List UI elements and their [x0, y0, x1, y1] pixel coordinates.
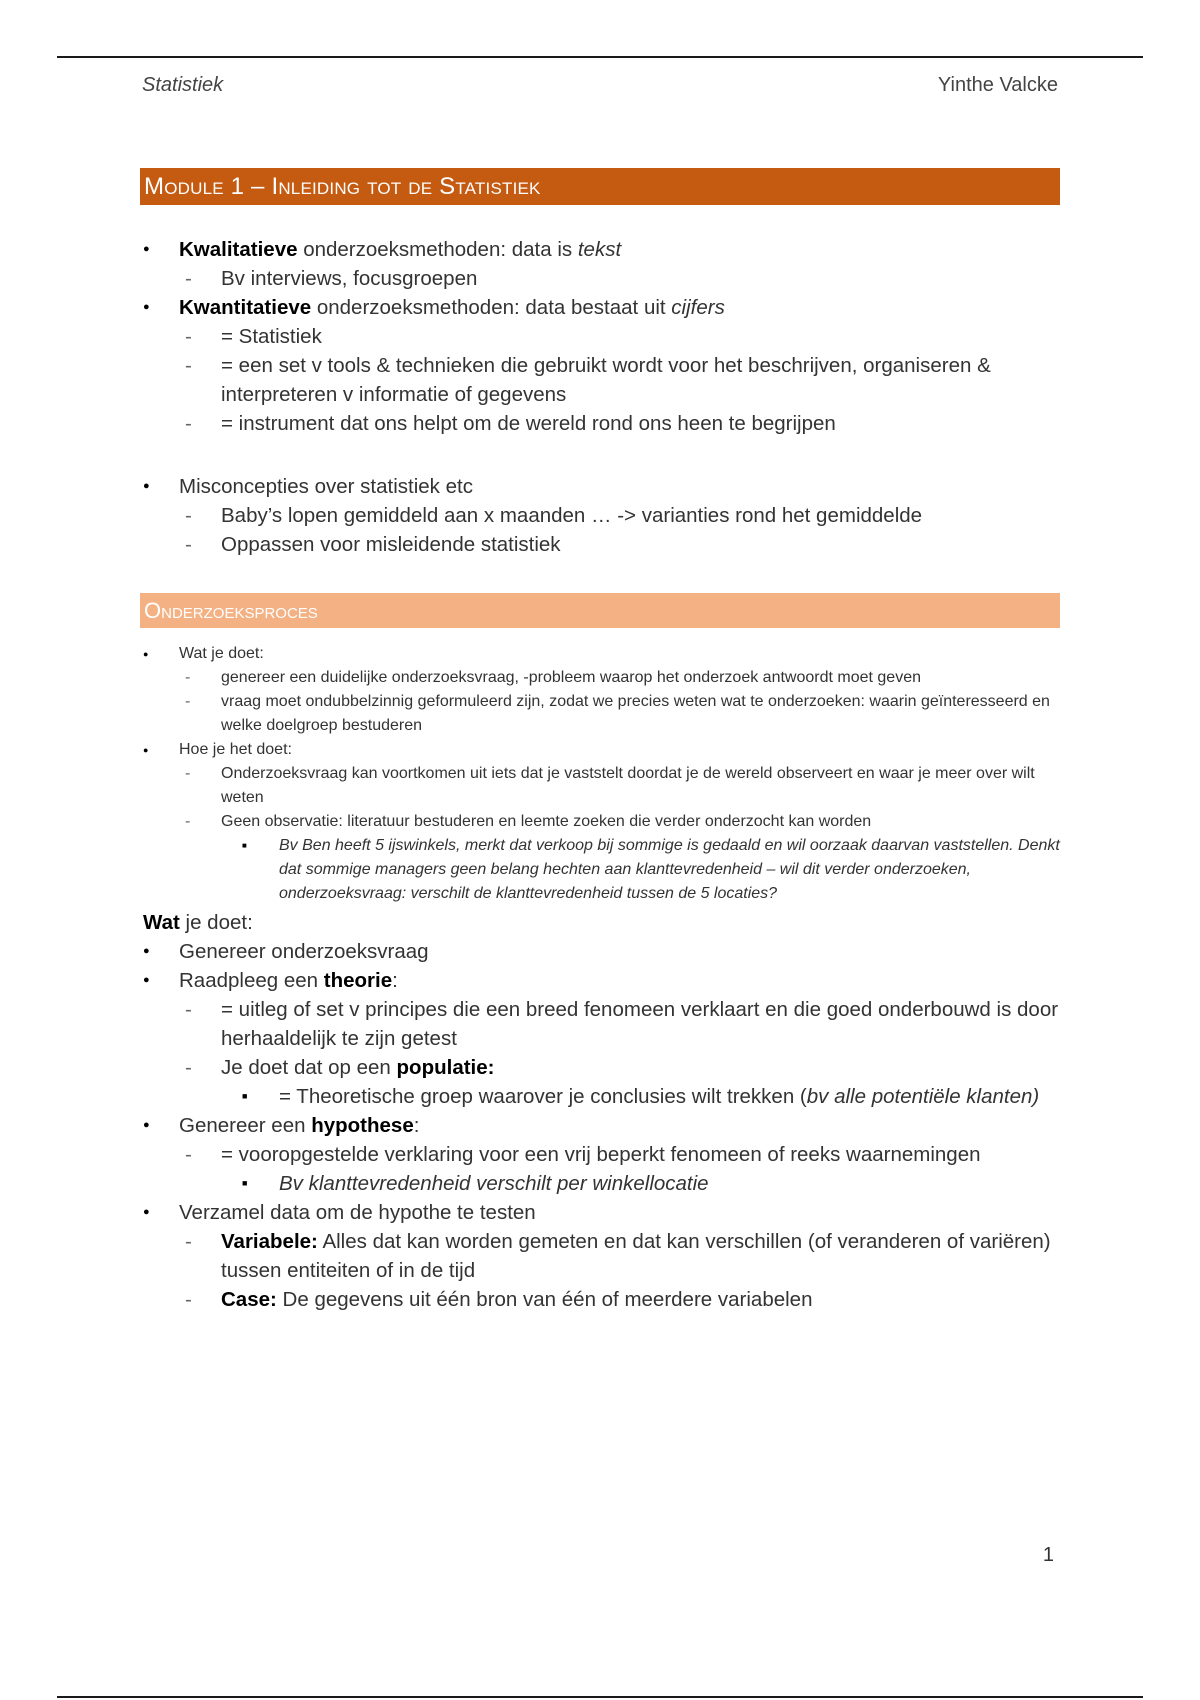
page-header	[142, 74, 1058, 100]
list-item: ● Genereer onderzoeksvraag	[140, 937, 1060, 966]
list-subitem: - Baby’s lopen gemiddeld aan x maanden … -> varianties rond het gemiddelde	[140, 501, 1060, 530]
section-heading-onderzoeksproces: Onderzoeksproces	[140, 593, 1060, 628]
process-list-main	[140, 908, 1060, 1314]
list-subitem: - Geen observatie: literatuur bestuderen en leemte zoeken die verder onderzocht kan worden	[140, 810, 1060, 834]
header-author: Yinthe Valcke	[937, 74, 1058, 96]
header-course-title: Statistiek	[142, 74, 224, 96]
list-item: ● Kwantitatieve onderzoeksmethoden: data bestaat uit cijfers	[140, 293, 1060, 322]
list-subitem: - = Statistiek	[140, 322, 1060, 351]
list-subitem: - Bv interviews, focusgroepen	[140, 264, 1060, 293]
bottom-rule	[57, 1696, 1143, 1698]
list-subitem: - Je doet dat op een populatie:	[140, 1053, 1060, 1082]
list-example: ■ Bv klanttevredenheid verschilt per winkellocatie	[140, 1169, 1060, 1198]
page-number: 1	[1042, 1544, 1054, 1566]
list-item: ● Wat je doet:	[140, 642, 1060, 666]
term-kwantitatieve: Kwantitatieve	[179, 296, 312, 319]
list-subitem: - Variabele: Alles dat kan worden gemeten en dat kan verschillen (of veranderen of variëren) tussen entiteiten of in de tijd	[140, 1227, 1060, 1285]
term-case: Case:	[221, 1288, 277, 1311]
list-subitem: - = vooropgestelde verklaring voor een vrij beperkt fenomeen of reeks waarnemingen	[140, 1140, 1060, 1169]
list-subitem: - Oppassen voor misleidende statistiek	[140, 530, 1060, 559]
term-populatie: populatie:	[396, 1056, 495, 1079]
term-kwalitatieve: Kwalitatieve	[179, 238, 298, 261]
list-item: ● Raadpleeg een theorie:	[140, 966, 1060, 995]
list-item: ● Genereer een hypothese:	[140, 1111, 1060, 1140]
module-heading: Module 1 – Inleiding tot de Statistiek	[140, 168, 1060, 205]
term-theorie: theorie	[323, 969, 393, 992]
subheading-wat: Wat je doet:	[143, 911, 253, 934]
list-subitem: - = uitleg of set v principes die een breed fenomeen verklaart en die goed onderbouwd is door herhaaldelijk te zijn getest	[140, 995, 1060, 1053]
list-item: ● Misconcepties over statistiek etc	[140, 472, 1060, 501]
list-subitem: - genereer een duidelijke onderzoeksvraag, -probleem waarop het onderzoek antwoordt moet geven	[140, 666, 1060, 690]
list-subitem: - Case: De gegevens uit één bron van één of meerdere variabelen	[140, 1285, 1060, 1314]
list-subitem: - vraag moet ondubbelzinnig geformuleerd zijn, zodat we precies weten wat te onderzoeken: waarin geïnteresseerd en welke doelgroep bestuderen	[140, 690, 1060, 738]
list-subitem: - = een set v tools & technieken die gebruikt wordt voor het beschrijven, organiseren & interpreteren v informatie of gegevens	[140, 351, 1060, 409]
page-content	[140, 168, 1060, 1314]
top-rule	[57, 56, 1143, 58]
process-list-small	[140, 642, 1060, 906]
list-subitem: - Onderzoeksvraag kan voortkomen uit iets dat je vaststelt doordat je de wereld observeert en waar je meer over wilt weten	[140, 762, 1060, 810]
list-item: ● Hoe je het doet:	[140, 738, 1060, 762]
list-item: ● Kwalitatieve onderzoeksmethoden: data is tekst	[140, 235, 1060, 264]
term-variabele: Variabele:	[221, 1230, 318, 1253]
list-subitem: - = instrument dat ons helpt om de wereld rond ons heen te begrijpen	[140, 409, 1060, 438]
list-example: ■ = Theoretische groep waarover je conclusies wilt trekken (bv alle potentiële klanten)	[140, 1082, 1060, 1111]
intro-list	[140, 235, 1060, 559]
list-item: ● Verzamel data om de hypothe te testen	[140, 1198, 1060, 1227]
list-example: ■ Bv Ben heeft 5 ijswinkels, merkt dat verkoop bij sommige is gedaald en wil oorzaak daarvan vaststellen. Denkt dat sommige managers geen belang hechten aan klanttevredenheid – wil dit verder onderzoeken, onderzoeksvraag: verschilt de klanttevredenheid tussen de 5 locaties?	[140, 834, 1060, 906]
term-hypothese: hypothese	[311, 1114, 414, 1137]
